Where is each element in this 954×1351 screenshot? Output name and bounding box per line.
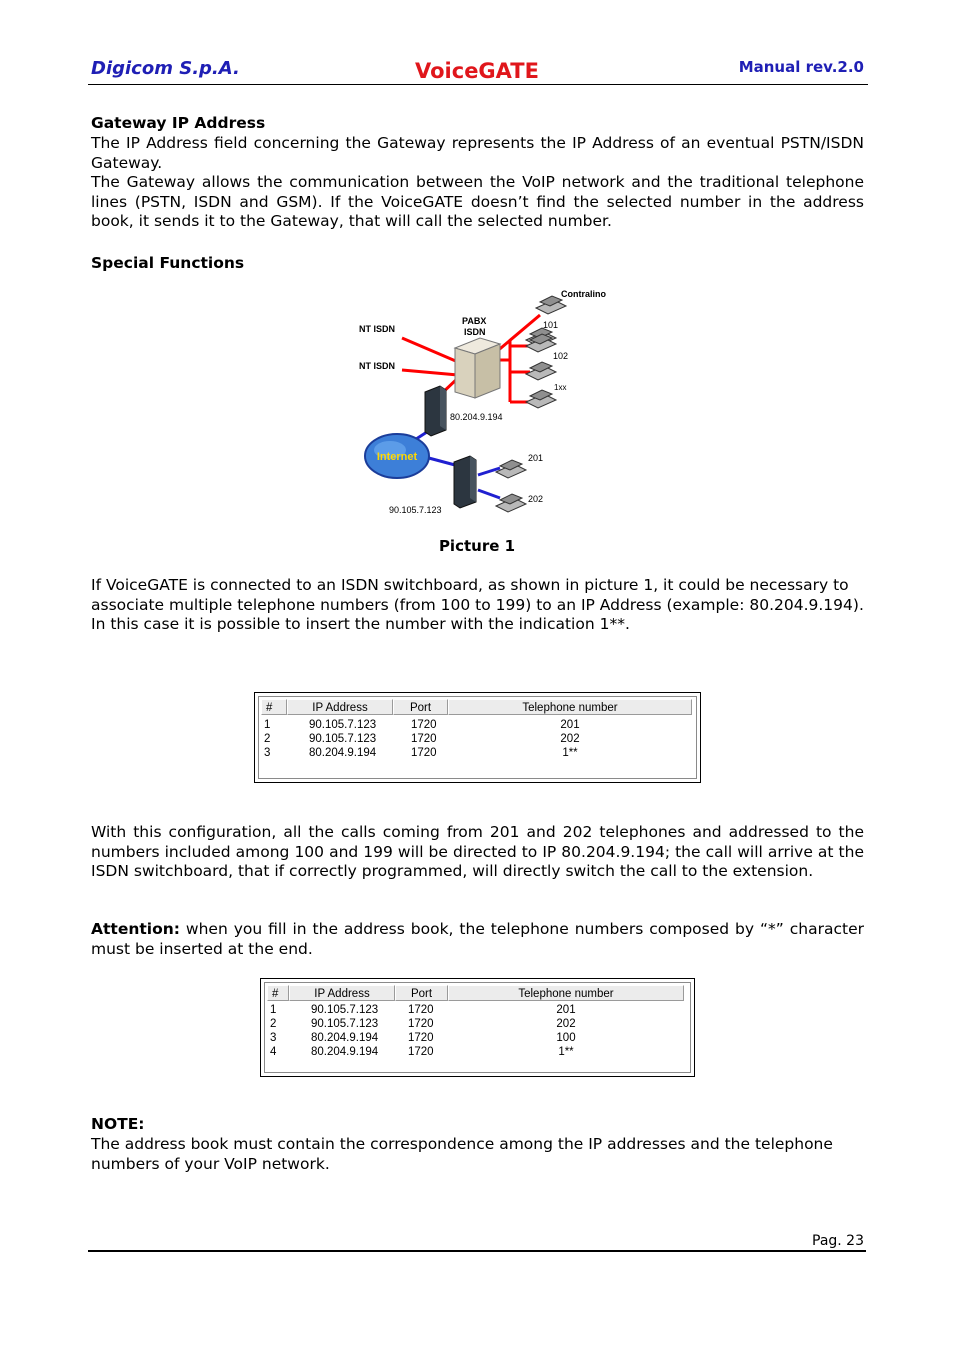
label-201: 201 — [528, 453, 544, 463]
internet-cloud-icon — [365, 434, 429, 478]
manual-revision: Manual rev.2.0 — [738, 58, 864, 76]
telephone-202-icon — [496, 494, 526, 512]
gateway-paragraph-1: The IP Address field concerning the Gateway represents the IP Address of an eventual PSTN/ISDN Gateway. — [91, 134, 864, 172]
label-202: 202 — [528, 494, 544, 504]
cell-index: 2 — [264, 733, 271, 745]
attention-paragraph — [91, 920, 864, 959]
column-header-index[interactable]: # — [267, 985, 289, 1001]
column-header-telephone[interactable]: Telephone number — [448, 699, 692, 715]
cell-index: 1 — [270, 1004, 277, 1016]
label-1xx: 1xx — [554, 383, 567, 392]
cell-ip: 80.204.9.194 — [311, 1032, 379, 1044]
footer-divider — [88, 1250, 866, 1252]
cell-telephone: 1** — [562, 747, 578, 759]
label-isdn: ISDN — [464, 327, 486, 337]
cell-telephone: 201 — [556, 1004, 576, 1016]
address-book-table-2 — [260, 978, 695, 1077]
cell-telephone: 202 — [556, 1018, 576, 1030]
gateway-heading: Gateway IP Address — [91, 114, 266, 132]
telephone-201-icon — [496, 460, 526, 478]
header-divider — [88, 84, 868, 85]
special-functions-heading: Special Functions — [91, 254, 245, 272]
cell-index: 3 — [270, 1032, 277, 1044]
attention-label: Attention: — [91, 920, 180, 938]
telephone-1xx-b-icon — [526, 390, 556, 408]
attention-text: when you fill in the address book, the telephone numbers composed by “*” character must be inserted at the end. — [91, 920, 864, 958]
column-header-ip-address[interactable]: IP Address — [289, 985, 395, 1001]
label-ip-local: 80.204.9.194 — [450, 412, 503, 422]
column-header-telephone[interactable]: Telephone number — [448, 985, 684, 1001]
network-diagram — [340, 280, 630, 520]
page-number: Pag. 23 — [812, 1233, 864, 1249]
cell-index: 2 — [270, 1018, 277, 1030]
configuration-paragraph: With this configuration, all the calls coming from 201 and 202 telephones and addressed to the numbers included among 100 and 199 will be directed to IP 80.204.9.194; the call will arrive at the ISDN switchboard, that if correctly programmed, will directly switch the call to the extension. — [91, 823, 864, 880]
voicegate-local-icon — [425, 386, 446, 436]
pabx-icon — [455, 338, 500, 398]
cell-port: 1720 — [411, 719, 437, 731]
label-101: 101 — [543, 320, 559, 330]
cell-ip: 90.105.7.123 — [309, 719, 377, 731]
cell-telephone: 100 — [556, 1032, 576, 1044]
label-nt-isdn-2: NT ISDN — [359, 361, 395, 371]
address-book-table-1 — [254, 692, 701, 783]
cell-port: 1720 — [408, 1004, 434, 1016]
cell-ip: 90.105.7.123 — [311, 1018, 379, 1030]
cell-telephone: 1** — [558, 1046, 574, 1058]
gateway-paragraph-2: The Gateway allows the communication between the VoIP network and the traditional telephone lines (PSTN, ISDN and GSM). If the VoiceGATE doesn’t find the selected number in the address book, it sends it to the Gateway, that will call the selected number. — [91, 173, 864, 230]
note-text: The address book must contain the correspondence among the IP addresses and the telephone numbers of your VoIP network. — [91, 1135, 833, 1173]
cell-telephone: 201 — [560, 719, 580, 731]
label-ip-remote: 90.105.7.123 — [389, 505, 442, 515]
cell-ip: 90.105.7.123 — [309, 733, 377, 745]
label-nt-isdn-1: NT ISDN — [359, 324, 395, 334]
label-pabx: PABX — [462, 316, 487, 326]
label-contralino: Contralino — [561, 289, 606, 299]
isdn-paragraph: If VoiceGATE is connected to an ISDN switchboard, as shown in picture 1, it could be necessary to associate multiple telephone numbers (from 100 to 199) to an IP Address (example: 80.204.9.194). In this case it is possible to insert the number with the indication 1**. — [91, 576, 864, 633]
cell-port: 1720 — [408, 1032, 434, 1044]
cell-index: 4 — [270, 1046, 277, 1058]
note-heading: NOTE: — [91, 1115, 145, 1133]
cell-telephone: 202 — [560, 733, 580, 745]
figure-caption: Picture 1 — [438, 537, 516, 555]
cell-port: 1720 — [411, 733, 437, 745]
column-header-index[interactable]: # — [261, 699, 287, 715]
voicegate-remote-icon — [454, 456, 476, 508]
column-header-ip-address[interactable]: IP Address — [287, 699, 393, 715]
internet-label: Internet — [376, 451, 418, 463]
product-title: VoiceGATE — [415, 59, 539, 83]
column-header-port[interactable]: Port — [395, 985, 448, 1001]
telephone-1xx-a-icon — [526, 362, 556, 380]
cell-port: 1720 — [408, 1018, 434, 1030]
column-header-port[interactable]: Port — [393, 699, 448, 715]
cell-index: 3 — [264, 747, 271, 759]
label-102: 102 — [553, 351, 569, 361]
cell-index: 1 — [264, 719, 271, 731]
company-name: Digicom S.p.A. — [91, 58, 240, 79]
cell-port: 1720 — [411, 747, 437, 759]
cell-ip: 80.204.9.194 — [309, 747, 377, 759]
cell-port: 1720 — [408, 1046, 434, 1058]
cell-ip: 90.105.7.123 — [311, 1004, 379, 1016]
cell-ip: 80.204.9.194 — [311, 1046, 379, 1058]
